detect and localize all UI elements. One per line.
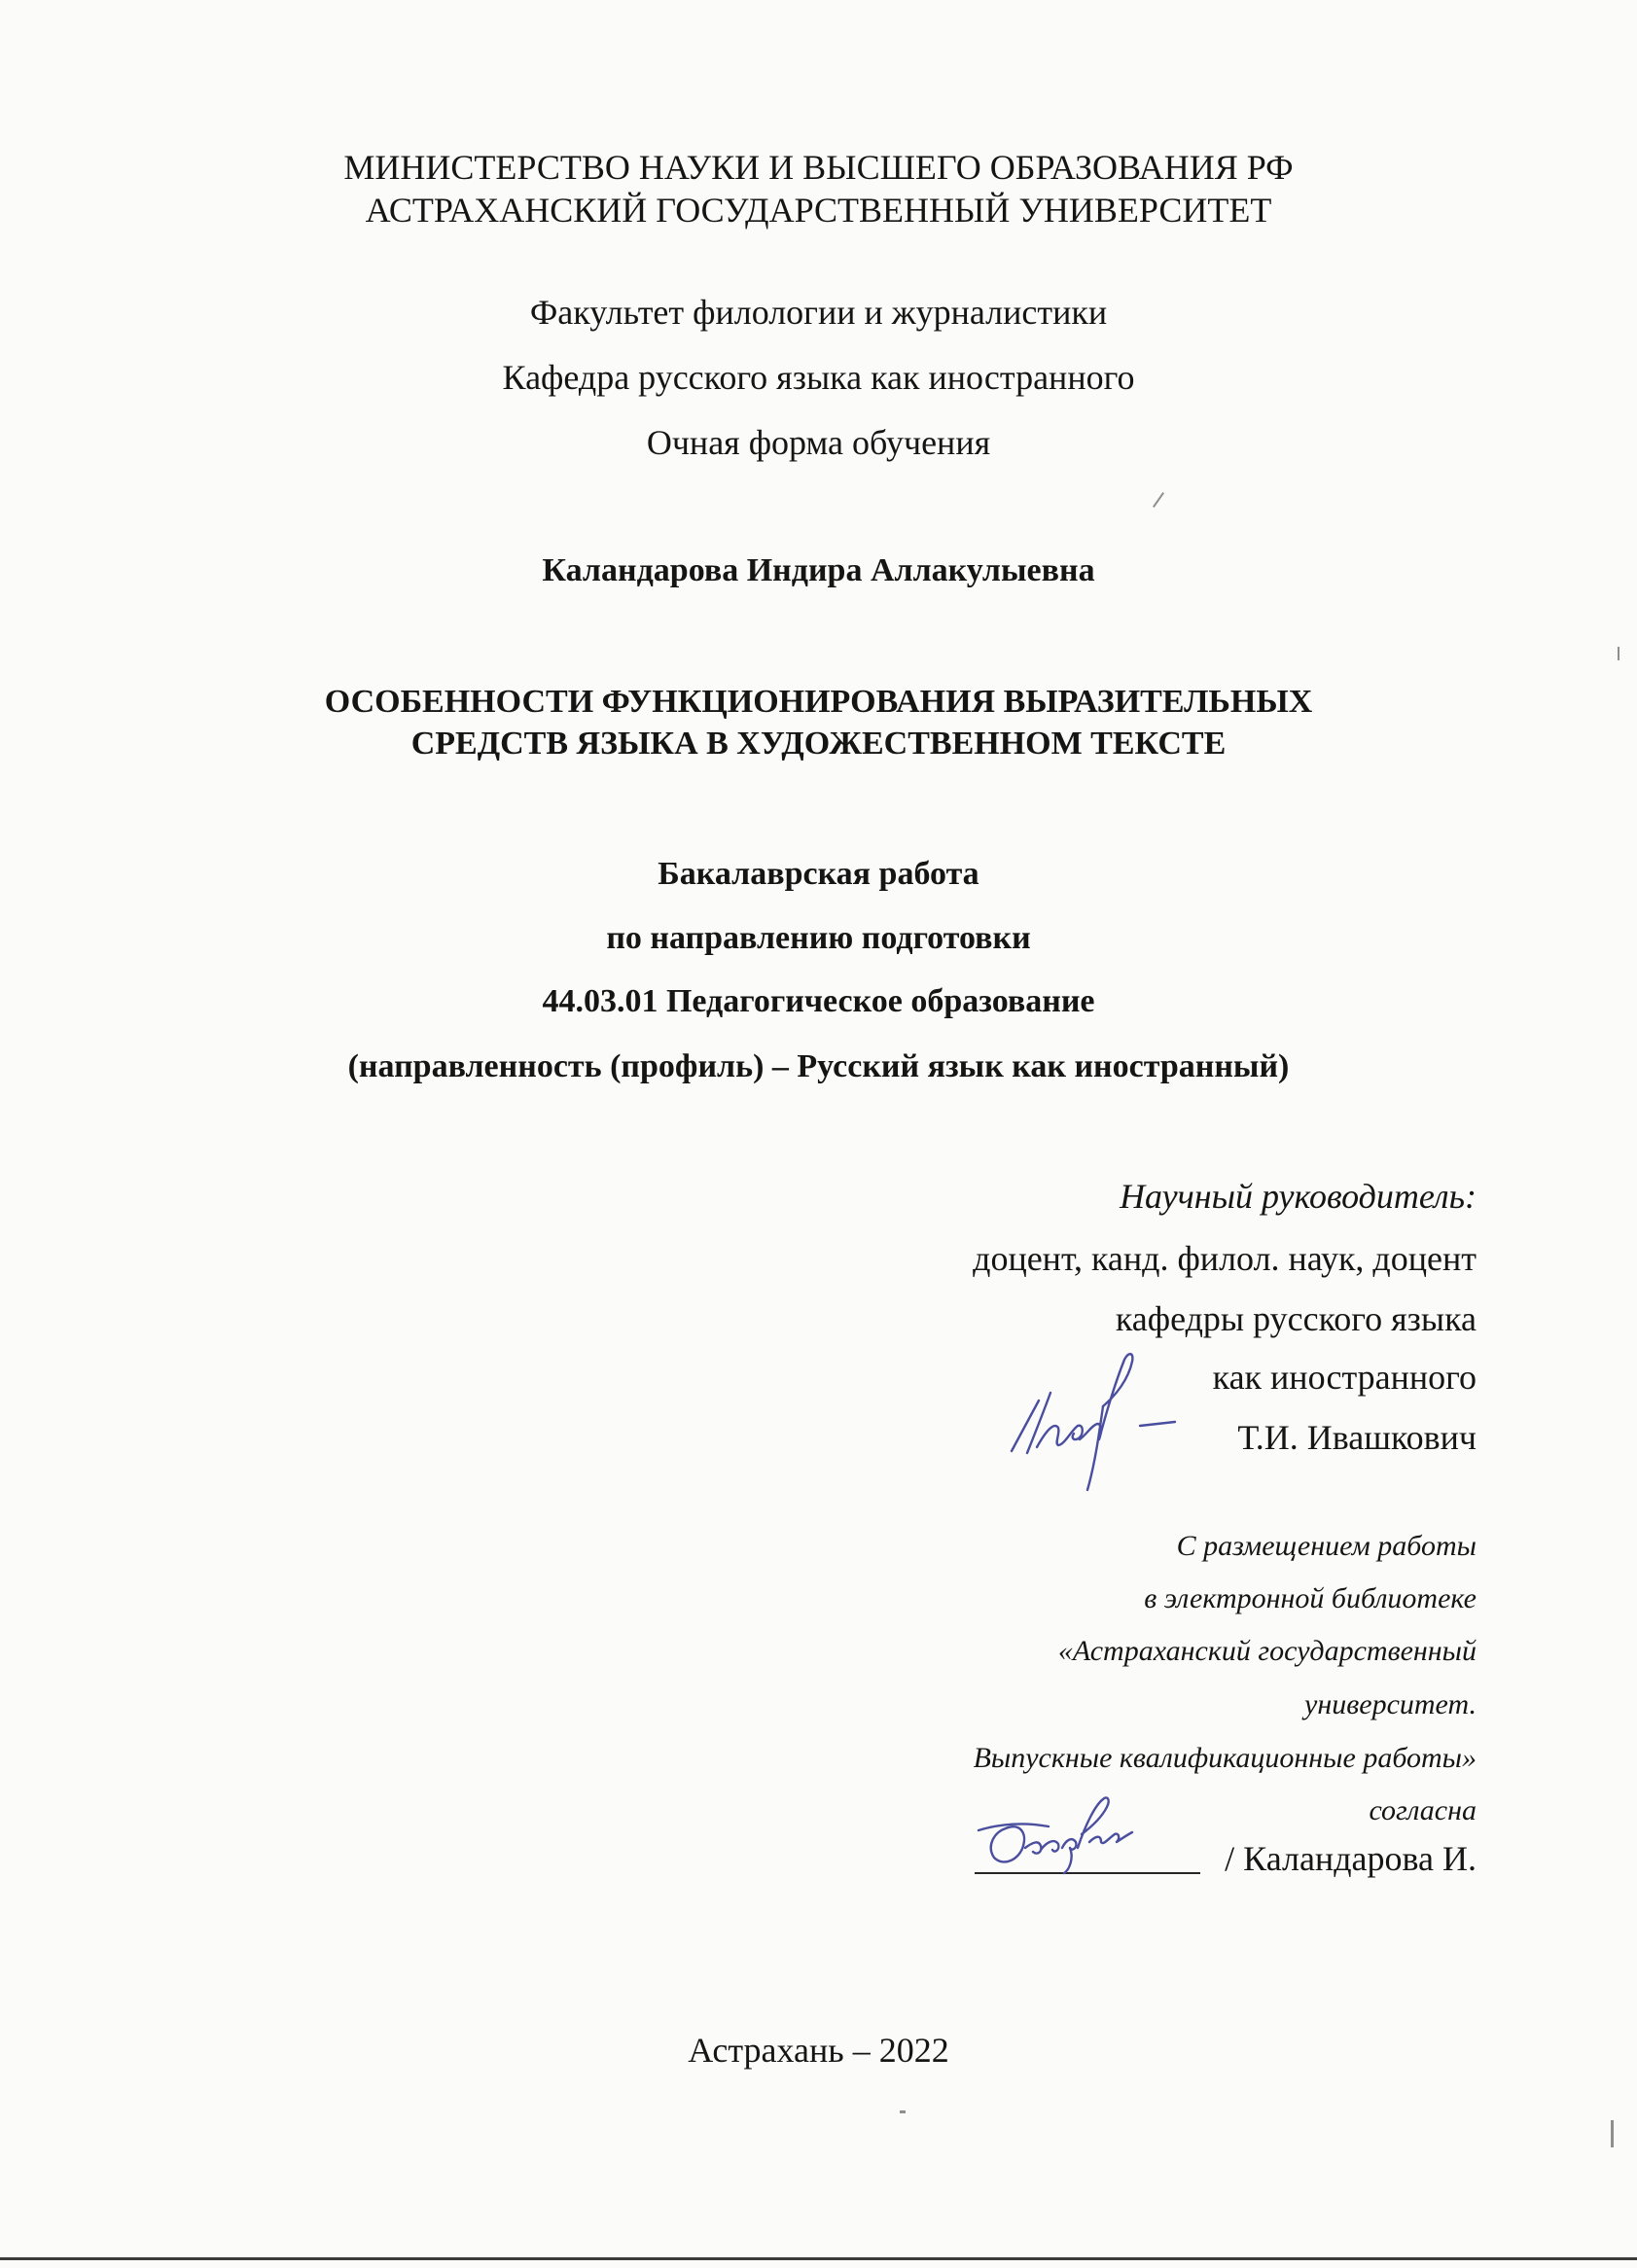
scan-speck xyxy=(900,2110,906,2113)
supervisor-department-line-1: кафедры русского языка xyxy=(1115,1299,1477,1338)
scan-speck xyxy=(1618,647,1619,660)
author-signature xyxy=(977,1790,1152,1877)
supervisor-department-line-2: как иностранного xyxy=(1212,1358,1477,1397)
supervisor-name: Т.И. Ивашкович xyxy=(1237,1418,1477,1457)
supervisor-signature xyxy=(1002,1332,1187,1498)
ministry-name: МИНИСТЕРСТВО НАУКИ И ВЫСШЕГО ОБРАЗОВАНИЯ РФ xyxy=(343,148,1294,187)
consent-line-5: Выпускные квалификационные работы» xyxy=(973,1742,1477,1774)
consent-signer: / Каландарова И. xyxy=(1225,1839,1477,1878)
study-form: Очная форма обучения xyxy=(646,423,991,462)
supervisor-degree: доцент, канд. филол. наук, доцент xyxy=(973,1239,1477,1278)
consent-line-6: согласна xyxy=(1369,1794,1477,1826)
faculty-name: Факультет филологии и журналистики xyxy=(529,293,1108,332)
consent-line-1: С размещением работы xyxy=(1176,1530,1477,1562)
supervisor-label: Научный руководитель: xyxy=(1120,1177,1477,1216)
direction-code: 44.03.01 Педагогическое образование xyxy=(542,983,1095,1019)
direction-label: по направлению подготовки xyxy=(606,920,1031,956)
scan-edge xyxy=(0,2257,1637,2260)
university-name: АСТРАХАНСКИЙ ГОСУДАРСТВЕННЫЙ УНИВЕРСИТЕТ xyxy=(365,191,1272,230)
consent-line-2: в электронной библиотеке xyxy=(1144,1582,1477,1614)
author-name: Каландарова Индира Аллакулыевна xyxy=(542,552,1095,588)
work-type: Бакалаврская работа xyxy=(658,856,979,892)
profile: (направленность (профиль) – Русский язык как иностранный) xyxy=(347,1048,1290,1084)
consent-line-4: университет. xyxy=(1304,1688,1477,1720)
scan-speck xyxy=(1153,492,1164,508)
consent-line-3: «Астраханский государственный xyxy=(1057,1635,1477,1667)
thesis-title-line-1: ОСОБЕННОСТИ ФУНКЦИОНИРОВАНИЯ ВЫРАЗИТЕЛЬНЫХ xyxy=(324,684,1313,720)
scan-speck xyxy=(1611,2120,1614,2147)
thesis-title-line-2: СРЕДСТВ ЯЗЫКА В ХУДОЖЕСТВЕННОМ ТЕКСТЕ xyxy=(410,726,1227,762)
department-name: Кафедра русского языка как иностранного xyxy=(502,358,1135,397)
city-year: Астрахань – 2022 xyxy=(688,2031,949,2070)
